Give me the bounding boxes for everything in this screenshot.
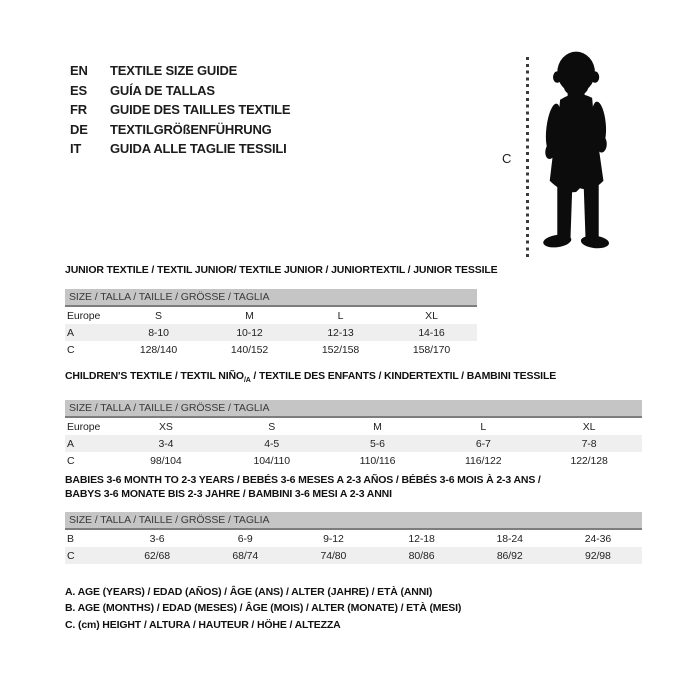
junior-table-title: JUNIOR TEXTILE / TEXTIL JUNIOR/ TEXTILE JUNIOR / JUNIORTEXTIL / JUNIOR TESSILE [65,264,498,276]
language-row-fr [70,100,290,120]
legend-line-b: B. AGE (MONTHS) / EDAD (MESES) / ÂGE (MOIS) / ALTER (MONATE) / ETÀ (MESI) [65,602,462,615]
size-cell: 4-5 [264,437,280,450]
junior-textile-section [65,263,498,358]
size-cell: XL [582,420,596,433]
babies-title-line2: BABYS 3-6 MONATE BIS 2-3 JAHRE / BAMBINI 3-6 MESI A 2-3 ANNI [65,488,392,500]
size-cell: 68/74 [232,549,259,562]
legend-line-a: A. AGE (YEARS) / EDAD (AÑOS) / ÂGE (ANS) / ALTER (JAHRE) / ETÀ (ANNI) [65,586,433,598]
table-row [65,452,642,469]
row-label: A [67,326,74,339]
children-textile-section [65,369,642,469]
language-title: GUIDE DES TAILLES TEXTILE [110,102,291,117]
size-cell: 14-16 [418,326,445,339]
size-cell: 62/68 [144,549,170,562]
size-cell: S [155,309,162,322]
size-cell: 128/140 [139,343,178,356]
language-title: GUIDA ALLE TAGLIE TESSILI [110,141,287,156]
table-row [65,547,642,564]
language-row-es [70,81,290,101]
language-code: EN [70,63,88,78]
size-header-bar: SIZE / TALLA / TAILLE / GRÖSSE / TAGLIA [65,289,477,306]
size-cell: 5-6 [370,437,385,450]
size-cell: 10-12 [236,326,263,339]
legend-line-c: C. (cm) HEIGHT / ALTURA / HAUTEUR / HÖHE / ALTEZZA [65,618,341,631]
size-cell: 6-7 [475,437,491,450]
size-cell: 24-36 [584,532,612,545]
children-title-subscript: /A [243,377,251,385]
size-cell: 12-13 [327,326,354,339]
language-code: FR [70,102,87,117]
size-cell: 98/104 [150,454,182,467]
table-row [65,324,477,341]
size-cell: 92/98 [585,549,611,562]
language-code: IT [70,141,82,156]
row-label: C [67,343,75,356]
size-cell: L [480,420,487,433]
table-row [65,341,477,358]
size-cell: S [268,420,276,433]
size-cell: M [245,309,254,322]
language-code: ES [70,82,87,98]
size-cell: 12-18 [408,532,435,545]
language-row-en [70,61,290,81]
size-cell: XS [158,420,173,433]
size-cell: 158/170 [412,343,451,356]
row-label: B [67,532,74,545]
size-cell: M [373,420,382,433]
language-title: TEXTILGRÖßENFÜHRUNG [110,121,272,137]
size-cell: 74/80 [320,549,347,562]
table-row [65,435,642,452]
size-cell: 116/122 [465,454,502,467]
language-title: GUÍA DE TALLAS [110,82,215,98]
size-cell: 110/116 [359,454,396,467]
baby-silhouette-image [529,46,627,258]
children-title-main: CHILDREN'S TEXTILE / TEXTIL NIÑO [65,370,244,382]
children-size-table [65,400,642,469]
size-cell: 86/92 [496,549,523,562]
size-cell: 3-6 [149,532,165,545]
size-cell: 104/110 [253,454,290,467]
row-label: Europe [67,309,101,322]
size-cell: 8-10 [148,326,169,339]
size-cell: 152/158 [321,343,360,356]
language-row-de [70,120,290,140]
children-table-title [65,369,642,388]
table-row [65,529,642,547]
size-cell: 122/128 [570,454,608,467]
size-cell: 3-4 [158,437,174,450]
size-cell: 140/152 [230,343,269,356]
size-cell: 18-24 [496,532,523,545]
language-title: TEXTILE SIZE GUIDE [110,63,238,78]
size-cell: 80/86 [408,549,435,562]
children-title-rest: / TEXTILE DES ENFANTS / KINDERTEXTIL / BAMBINI TESSILE [250,370,557,382]
babies-size-table [65,512,642,564]
junior-size-table [65,289,477,358]
row-label: Europe [67,420,101,433]
size-cell: 6-9 [237,532,253,545]
row-label: C [67,454,75,467]
table-row [65,417,642,435]
babies-table-title [65,473,642,501]
measure-legend [65,584,461,633]
size-cell: 7-8 [581,437,597,450]
size-cell: XL [425,309,438,322]
size-cell: L [337,309,344,322]
height-measure-label: C [502,151,512,166]
language-code: DE [70,121,88,137]
size-header-bar: SIZE / TALLA / TAILLE / GRÖSSE / TAGLIA [65,400,642,417]
babies-title-line1: BABIES 3-6 MONTH TO 2-3 YEARS / BEBÉS 3-6 MESES A 2-3 AÑOS / BÉBÉS 3-6 MOIS À 2-3 ANS / [65,474,541,486]
size-header-bar: SIZE / TALLA / TAILLE / GRÖSSE / TAGLIA [65,512,642,529]
row-label: A [67,437,74,450]
row-label: C [67,549,75,562]
babies-textile-section [65,473,642,564]
language-list [70,61,290,159]
table-row [65,306,477,324]
size-cell: 9-12 [323,532,344,545]
language-row-it [70,139,290,159]
